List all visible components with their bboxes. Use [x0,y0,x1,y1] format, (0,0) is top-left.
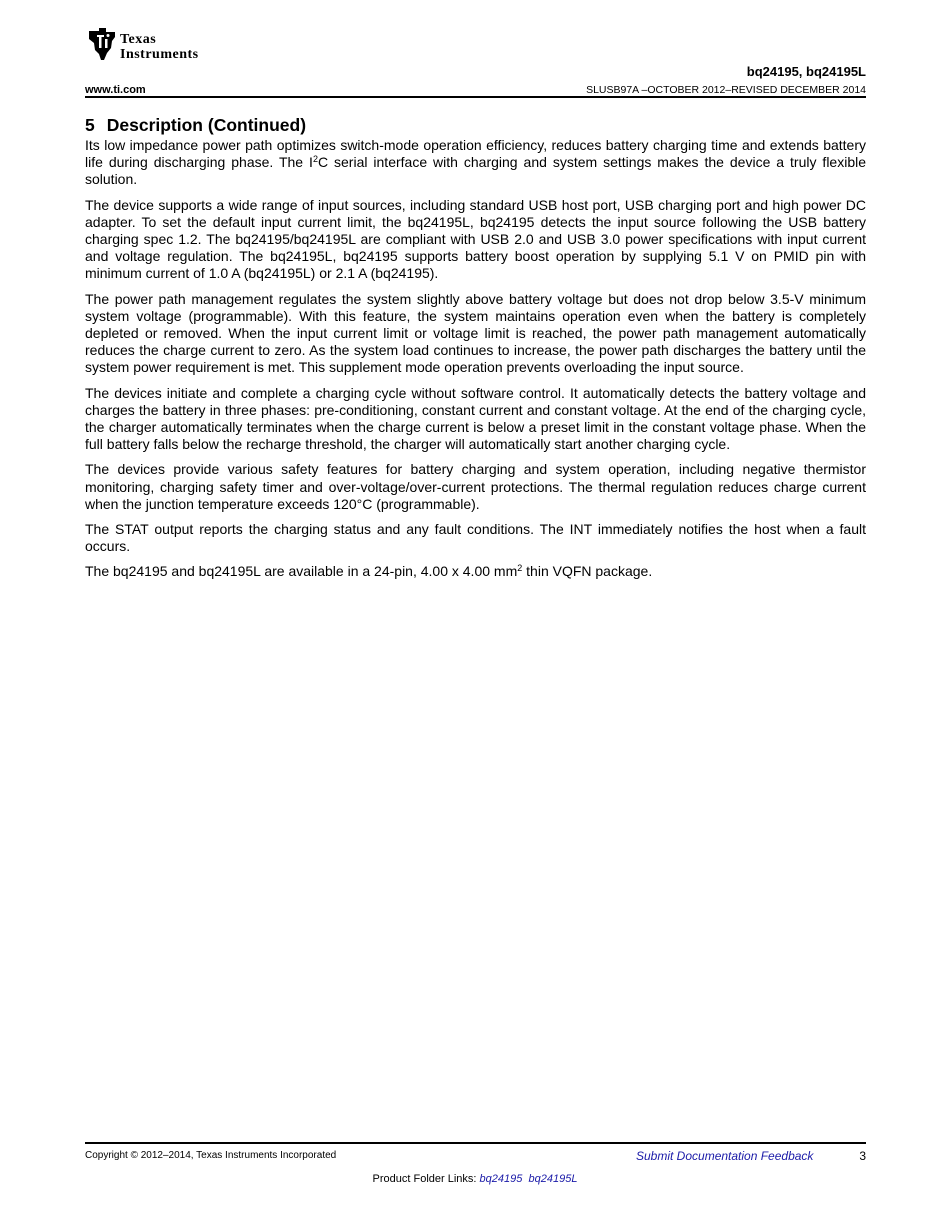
ti-logo [86,27,236,65]
folder-label: Product Folder Links: [372,1173,480,1185]
body-text [85,137,866,589]
paragraph-1 [85,137,866,189]
paragraph-3: The power path management regulates the system slightly above battery voltage but does not drop below 3.5-V minimum system voltage (programmable). With this feature, the system maintains operation even when the battery is completely depleted or removed. When the input current limit or voltage limit is reached, the power path management automatically reduces the charge current to zero. As the system load continues to increase, the power path discharges the battery until the system power requirement is met. This supplement mode operation prevents overloading the input source. [85,290,866,376]
paragraph-6: The STAT output reports the charging status and any fault conditions. The INT immediately notifies the host when a fault occurs. [85,521,866,555]
document-title: bq24195, bq24195L [746,64,866,79]
paragraph-7 [85,563,866,580]
superscript: 2 [312,154,318,165]
header-divider [85,96,866,98]
section-heading [85,115,306,136]
section-title: Description (Continued) [106,115,307,135]
paragraph-1-text-b: C serial interface with charging and system settings makes the device a truly flexible solution. [85,154,867,188]
site-link[interactable]: www.ti.com [85,84,146,96]
footer-divider [85,1142,866,1144]
logo-line-1: Texas [120,32,157,47]
page-number: 3 [859,1149,866,1163]
paragraph-7-text-b: thin VQFN package. [522,563,653,580]
paragraph-4: The devices initiate and complete a charging cycle without software control. It automatically detects the battery voltage and charges the battery in three phases: pre-conditioning, constant current and constant voltage. At the end of the charging cycle, the charger automatically terminates when the charge current is below a preset limit in the constant voltage phase. When the full battery falls below the recharge threshold, the charger will automatically start another charging cycle. [85,384,866,453]
copyright: Copyright © 2012–2014, Texas Instruments Incorporated [85,1150,337,1161]
feedback-link[interactable]: Submit Documentation Feedback [636,1149,814,1163]
paragraph-5: The devices provide various safety features for battery charging and system operation, including negative thermistor monitoring, charging safety timer and over-voltage/over-current protections. The thermal regulation reduces charge current when the junction temperature exceeds 120°C (programmable). [85,461,866,512]
paragraph-1-text-a: Its low impedance power path optimizes switch-mode operation efficiency, reduces battery charging time and extends battery life during discharging phase. The I [85,137,866,171]
section-number: 5 [85,115,95,135]
product-link-bq24195[interactable]: bq24195 [479,1173,523,1185]
paragraph-2: The device supports a wide range of input sources, including standard USB host port, USB charging port and high power DC adapter. To set the default input current limit, the bq24195L, bq24195 detects the input source following the USB battery charging spec 1.2. The bq24195/bq24195L are compliant with USB 2.0 and USB 3.0 power specifications with input current and voltage regulation. The bq24195L, bq24195 supports battery boost operation by supplying 5.1 V on PMID pin with minimum current of 1.0 A (bq24195L) or 2.1 A (bq24195). [85,196,866,282]
document-id: SLUSB97A –OCTOBER 2012–REVISED DECEMBER 2014 [586,84,866,96]
product-link-bq24195l[interactable]: bq24195L [528,1173,578,1185]
ti-logo-icon [86,27,118,61]
product-folder-links [0,1173,950,1185]
paragraph-7-text-a: The bq24195 and bq24195L are available in a 24-pin, 4.00 x 4.00 mm [85,563,518,580]
logo-line-2: Instruments [120,47,199,62]
superscript: 2 [517,563,523,574]
